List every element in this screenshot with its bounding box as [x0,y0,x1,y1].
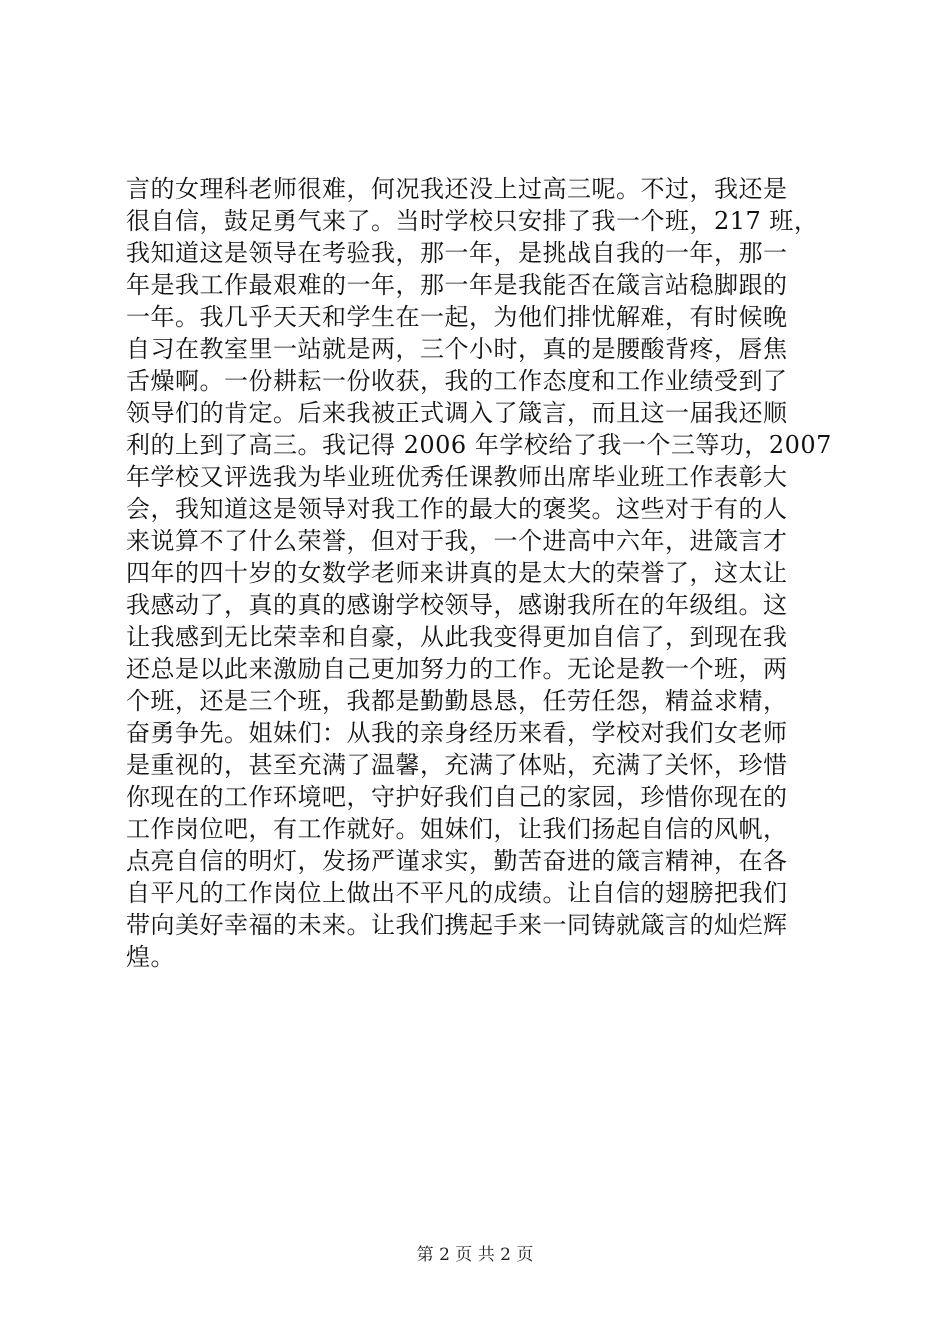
text-line: 煌。 [126,943,175,971]
text-line: 还总是以此来激励自己更加努力的工作。无论是教一个班，两 [126,655,788,683]
text-line: 带向美好幸福的未来。让我们携起手来一同铸就箴言的灿烂辉 [126,911,788,939]
text-line: 四年的四十岁的女数学老师来讲真的是太大的荣誉了，这太让 [126,559,788,587]
text-line: 点亮自信的明灯，发扬严谨求实，勤苦奋进的箴言精神，在各 [126,847,788,875]
text-line: 自习在教室里一站就是两，三个小时，真的是腰酸背疼，唇焦 [126,335,788,363]
text-line: 一年。我几乎天天和学生在一起，为他们排忧解难，有时候晚 [126,303,788,331]
text-line: 很自信，鼓足勇气来了。当时学校只安排了我一个班，217 班， [126,207,819,235]
text-line: 工作岗位吧，有工作就好。姐妹们，让我们扬起自信的风帆， [126,815,788,843]
page-footer: 第 2 页 共 2 页 [416,1245,534,1265]
text-line: 自平凡的工作岗位上做出不平凡的成绩。让自信的翅膀把我们 [126,879,788,907]
text-line: 舌燥啊。一份耕耘一份收获，我的工作态度和工作业绩受到了 [126,367,788,395]
text-line: 奋勇争先。姐妹们：从我的亲身经历来看，学校对我们女老师 [126,719,788,747]
text-line: 年学校又评选我为毕业班优秀任课教师出席毕业班工作表彰大 [126,463,788,491]
text-line: 利的上到了高三。我记得 2006 年学校给了我一个三等功，2007 [126,431,832,459]
text-line: 让我感到无比荣幸和自豪，从此我变得更加自信了，到现在我 [126,623,788,651]
text-line: 你现在的工作环境吧，守护好我们自己的家园，珍惜你现在的 [126,783,788,811]
text-line: 个班，还是三个班，我都是勤勤恳恳，任劳任怨，精益求精， [126,687,788,715]
text-line: 领导们的肯定。后来我被正式调入了箴言，而且这一届我还顺 [126,399,788,427]
text-line: 年是我工作最艰难的一年，那一年是我能否在箴言站稳脚跟的 [126,271,788,299]
text-line: 我知道这是领导在考验我，那一年，是挑战自我的一年，那一 [126,239,788,267]
text-line: 我感动了，真的真的感谢学校领导，感谢我所在的年级组。这 [126,591,788,619]
text-line: 言的女理科老师很难，何况我还没上过高三呢。不过，我还是 [126,175,788,203]
body-paragraph [126,173,846,973]
text-line: 会，我知道这是领导对我工作的最大的褒奖。这些对于有的人 [126,495,788,523]
text-line: 是重视的，甚至充满了温馨，充满了体贴，充满了关怀，珍惜 [126,751,788,779]
text-line: 来说算不了什么荣誉，但对于我，一个进高中六年，进箴言才 [126,527,788,555]
